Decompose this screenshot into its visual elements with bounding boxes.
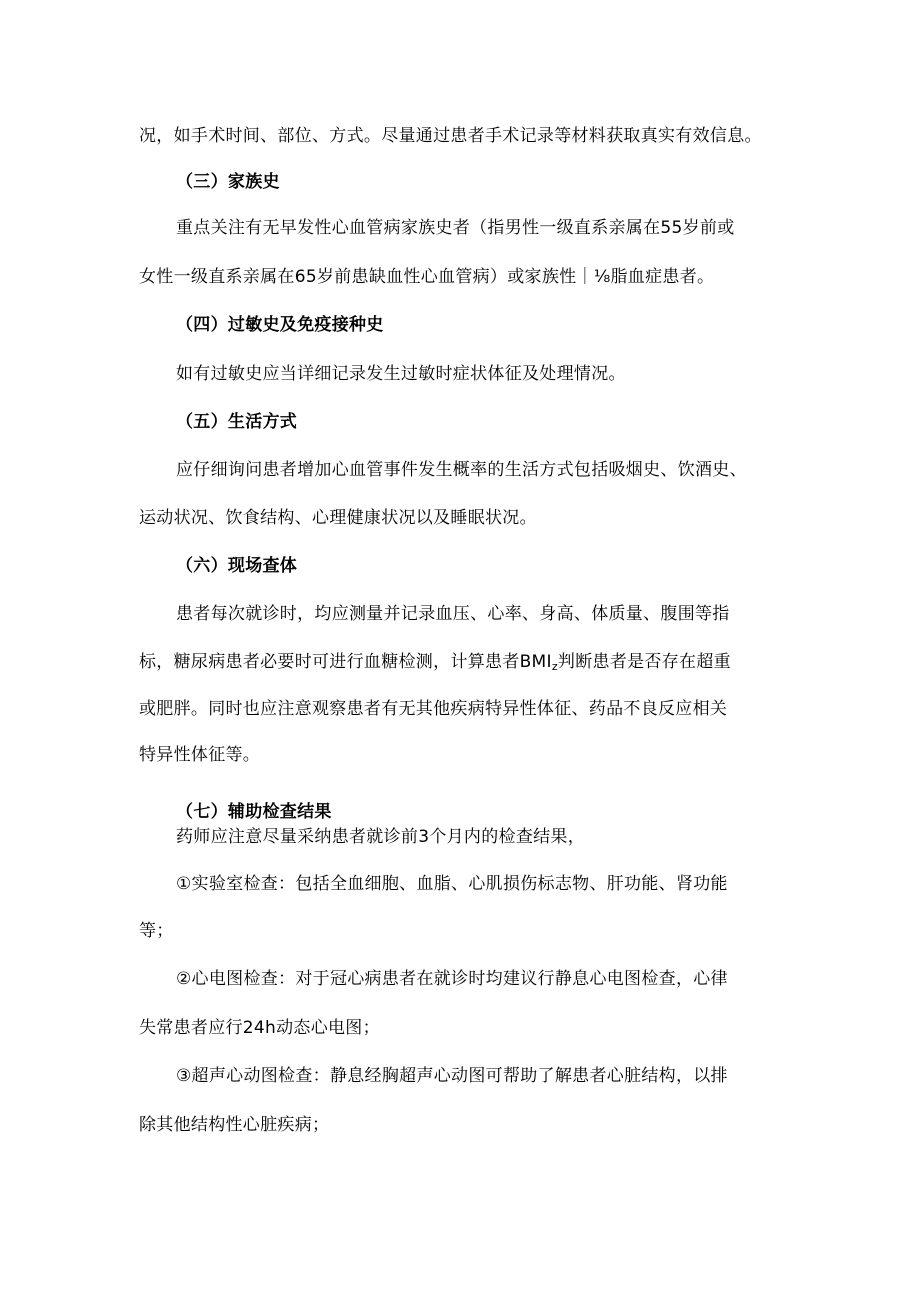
paragraph-line: 特异性体征等。 xyxy=(139,745,261,765)
paragraph-line: 或肥胖。同时也应注意观察患者有无其他疾病特异性体征、药品不良反应相关 xyxy=(139,699,728,719)
paragraph-line: ②心电图检查：对于冠心病患者在就诊时均建议行静息心电图检查，心律 xyxy=(176,969,728,989)
section-heading-physical-exam: （六）现场查体 xyxy=(176,556,298,576)
paragraph-line: 等； xyxy=(139,921,174,941)
bmi-subscript: z xyxy=(551,660,558,673)
paragraph-line: 患者每次就诊时，均应测量并记录血压、心率、身高、体质量、腹围等指 xyxy=(176,604,730,624)
bmi-text-after: 判断患者是否存在超重 xyxy=(557,652,731,672)
paragraph-line: 重点关注有无早发性心血管病家族史者（指男性一级直系亲属在55岁前或 xyxy=(176,218,735,238)
paragraph-line: 失常患者应行24h动态心电图； xyxy=(139,1018,380,1038)
paragraph-line: 药师应注意尽量采纳患者就诊前3个月内的检查结果， xyxy=(176,827,586,847)
paragraph-line: 如有过敏史应当详细记录发生过敏时症状体征及处理情况。 xyxy=(176,364,626,384)
paragraph-line: ①实验室检查：包括全血细胞、血脂、心肌损伤标志物、肝功能、肾功能 xyxy=(176,874,728,894)
paragraph-line: 女性一级直系亲属在65岁前患缺血性心血管病）或家族性｜⅛脂血症患者。 xyxy=(139,267,715,287)
paragraph-line: 运动状况、饮食结构、心理健康状况以及睡眠状况。 xyxy=(139,508,537,528)
paragraph-line: 况，如手术时间、部位、方式。尽量通过患者手术记录等材料获取真实有效信息。 xyxy=(139,126,762,146)
paragraph-line: 应仔细询问患者增加心血管事件发生概率的生活方式包括吸烟史、饮酒史、 xyxy=(176,460,747,480)
section-heading-family-history: （三）家族史 xyxy=(176,172,280,192)
bmi-text-before: 标，糖尿病患者必要时可进行血糖检测，计算患者BMI xyxy=(139,652,552,672)
section-heading-lifestyle: （五）生活方式 xyxy=(176,412,298,432)
paragraph-line: 除其他结构性心脏疾病； xyxy=(139,1115,330,1135)
paragraph-line-bmi xyxy=(139,650,731,679)
section-heading-auxiliary-exam: （七）辅助检查结果 xyxy=(176,802,332,822)
section-heading-allergy-history: （四）过敏史及免疫接种史 xyxy=(176,315,384,335)
paragraph-line: ③超声心动图检查：静息经胸超声心动图可帮助了解患者心脏结构，以排 xyxy=(176,1066,728,1086)
